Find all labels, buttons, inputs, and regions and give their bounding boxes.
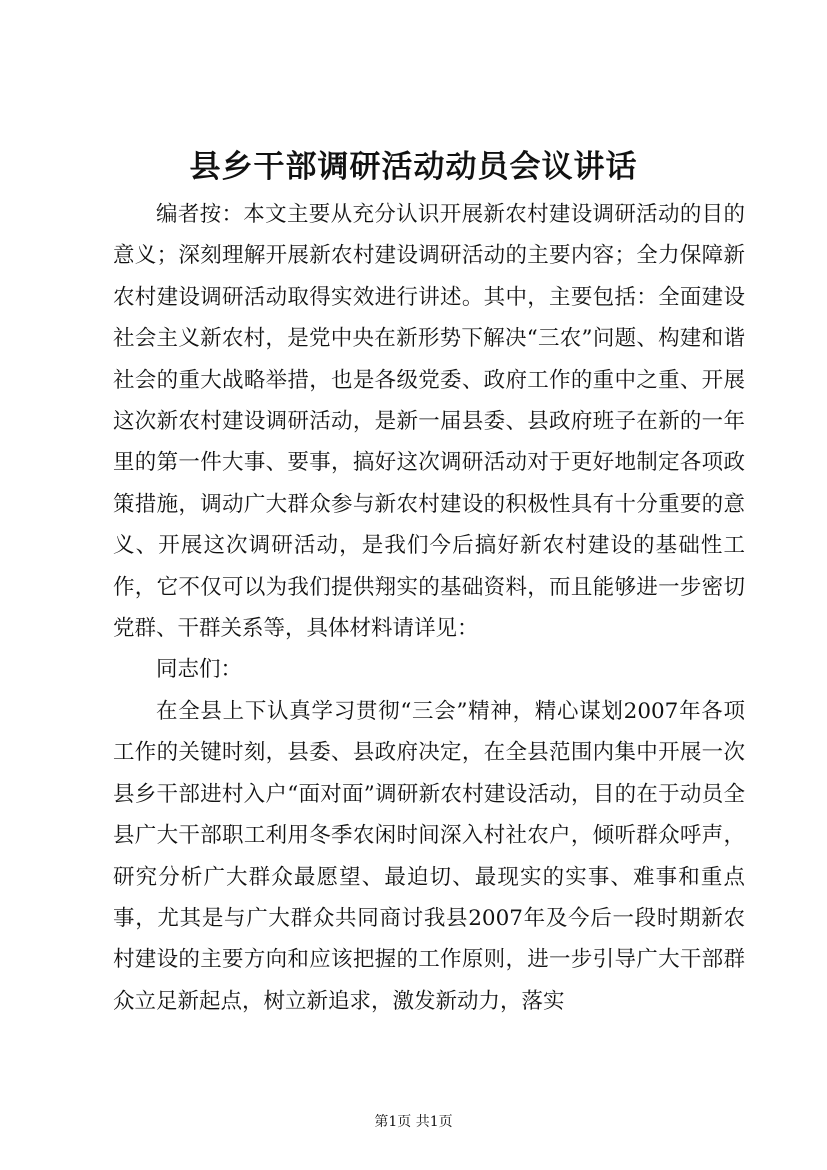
- salutation-paragraph: 同志们：: [156, 657, 243, 683]
- document-title: 县乡干部调研活动动员会议讲话: [189, 149, 638, 185]
- document-body: [113, 194, 745, 1022]
- speech-paragraph: 在全县上下认真学习贯彻“三会”精神，精心谋划2007年各项工作的关键时刻，县委、县政府决定，在全县范围内集中开展一次县乡干部进村入户“面对面”调研新农村建设活动，目的在于动员全县广大干部职工利用冬季农闲时间深入村社农户，倾听群众呼声，研究分析广大群众最愿望、最迫切、最现实的实事、难事和重点事，尤其是与广大群众共同商讨我县2007年及今后一段时期新农村建设的主要方向和应该把握的工作原则，进一步引导广大干部群众立足新起点，树立新追求，激发新动力，落实: [113, 698, 745, 1014]
- page-footer: 第1页 共1页: [374, 1114, 453, 1130]
- editor-note-paragraph: 编者按：本文主要从充分认识开展新农村建设调研活动的目的意义；深刻理解开展新农村建设调研活动的主要内容；全力保障新农村建设调研活动取得实效进行讲述。其中，主要包括：全面建设社会主义新农村，是党中央在新形势下解决“三农”问题、构建和谐社会的重大战略举措，也是各级党委、政府工作的重中之重、开展这次新农村建设调研活动，是新一届县委、县政府班子在新的一年里的第一件大事、要事，搞好这次调研活动对于更好地制定各项政策措施，调动广大群众参与新农村建设的积极性具有十分重要的意义、开展这次调研活动，是我们今后搞好新农村建设的基础性工作，它不仅可以为我们提供翔实的基础资料，而且能够进一步密切党群、干群关系等，具体材料请详见：: [113, 202, 745, 642]
